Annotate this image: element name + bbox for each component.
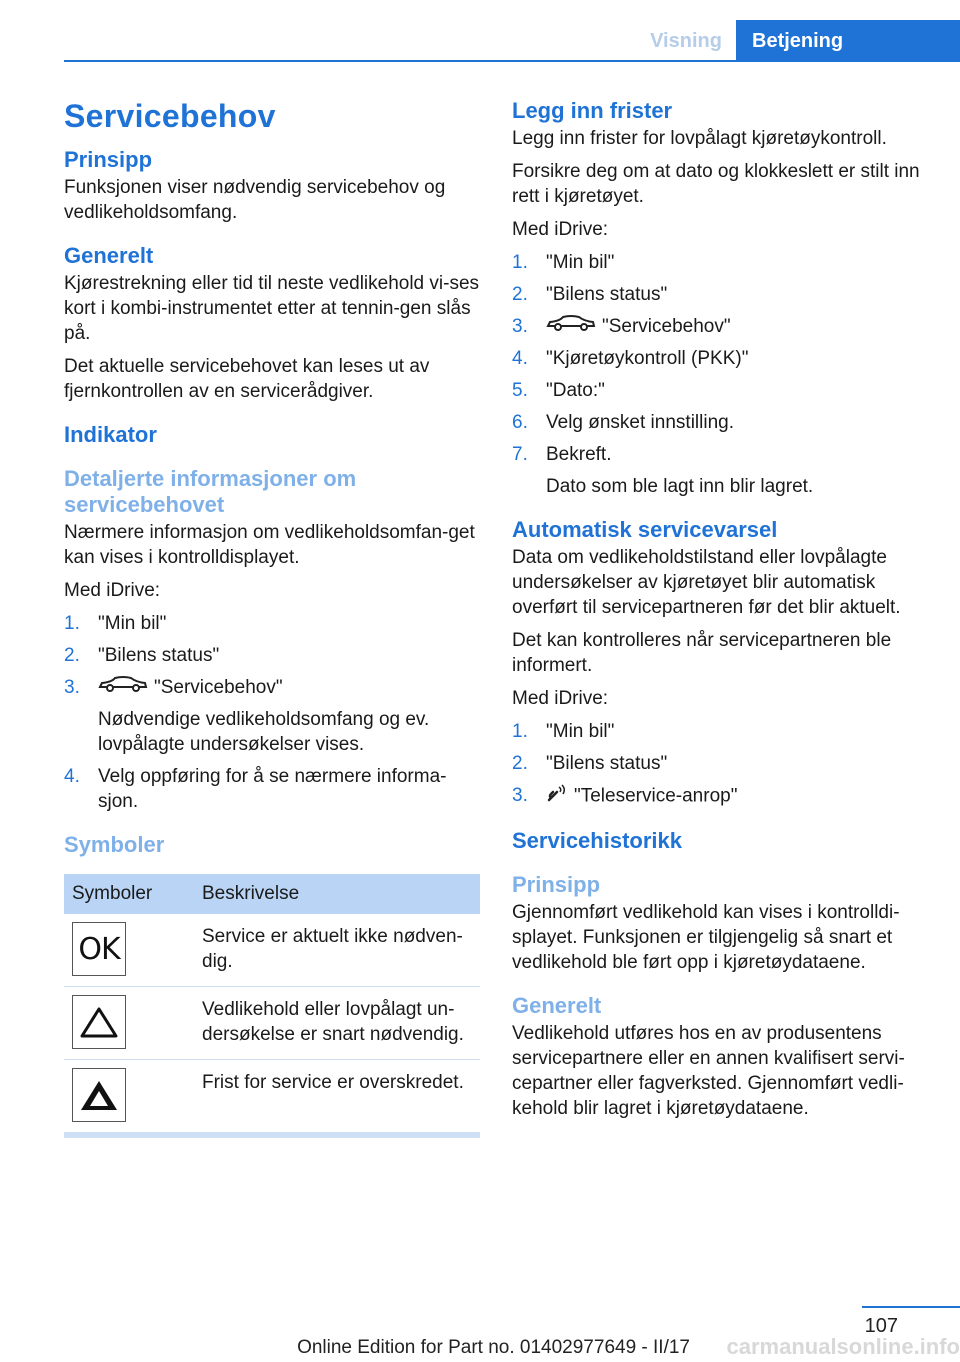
list-item: 1. "Min bil" <box>64 613 167 634</box>
heading-historikk-prinsipp: Prinsipp <box>512 872 601 898</box>
detaljer-text: Nærmere informasjon om vedlikeholdsomfan-get kan vises i kontrolldisplayet. <box>64 522 475 568</box>
heading-symboler: Symboler <box>64 832 165 858</box>
heading-automatisk: Automatisk servicevarsel <box>512 517 778 543</box>
page-title: Servicebehov <box>64 98 276 134</box>
idrive-label: Med iDrive: <box>512 688 609 710</box>
idrive-label: Med iDrive: <box>512 219 609 240</box>
tab-visning[interactable]: Visning <box>650 29 722 52</box>
warning-triangle-icon <box>72 995 126 1049</box>
list-item: 3. "Teleservice-anrop" <box>512 783 932 810</box>
symbol-table <box>64 874 480 1133</box>
list-item: 3. "Servicebehov" Nødvendige vedlikeholdsomfang og ev. lovpålagte undersøkelser vises. <box>64 677 430 756</box>
ok-icon: OK <box>72 922 126 976</box>
list-item: 2. "Bilens status" <box>512 753 668 775</box>
historikk-prinsipp-text: Gjennomført vedlikehold kan vises i kontrolldi-splayet. Funksjonen er tilgjengelig så snart et vedlikehold ble ført opp i kjøretøydataene. <box>512 902 900 974</box>
header-rule <box>64 60 960 62</box>
list-item: 1. "Min bil" <box>512 252 615 273</box>
list-item: 4. Velg oppføring for å se nærmere informa-sjon. <box>64 766 447 813</box>
frister-text-1: Legg inn frister for lovpålagt kjøretøykontroll. <box>512 128 887 149</box>
list-item: 7. Bekreft. Dato som ble lagt inn blir lagret. <box>512 444 814 498</box>
left-column <box>64 98 480 1138</box>
generelt-text-1: Kjørestrekning eller tid til neste vedlikehold vi-ses kort i kombi-instrumentet etter at tennin-gen slås på. <box>64 273 480 344</box>
list-item: 2. "Bilens status" <box>512 284 668 305</box>
heading-indikator: Indikator <box>64 422 157 447</box>
car-icon <box>98 675 148 700</box>
detaljer-steps <box>64 611 480 814</box>
list-item: 6. Velg ønsket innstilling. <box>512 412 734 434</box>
page-number: 107 <box>864 1315 898 1337</box>
chapter-tabs <box>636 20 960 62</box>
auto-text-1: Data om vedlikeholdstilstand eller lovpålagte undersøkelser av kjøretøyet blir automatisk overført til servicepartneren før det blir aktuelt. <box>512 547 901 619</box>
phone-service-icon <box>546 783 568 810</box>
list-item: 4. "Kjøretøykontroll (PKK)" <box>512 348 749 370</box>
table-row: OK Service er aktuelt ikke nødven-dig. <box>64 914 480 987</box>
list-item: 5. "Dato:" <box>512 380 605 402</box>
heading-historikk-generelt: Generelt <box>512 993 602 1019</box>
car-icon <box>546 314 596 339</box>
historikk-generelt-text: Vedlikehold utføres hos en av produsentens servicepartnere eller en annen kvalifisert servi-cepartner eller fagverksted. Gjennomført vedli-kehold blir lagret i kjøretøydataene. <box>512 1023 905 1120</box>
table-header-symboler: Symboler <box>64 874 194 914</box>
table-row: Vedlikehold eller lovpålagt un-dersøkelse er snart nødvendig. <box>64 987 480 1060</box>
table-bottom-bar <box>64 1133 480 1138</box>
heading-frister: Legg inn frister <box>512 98 673 123</box>
idrive-label: Med iDrive: <box>64 580 161 601</box>
list-item: 2. "Bilens status" <box>64 645 220 666</box>
list-item: 3. "Servicebehov" <box>512 314 932 339</box>
table-row: Frist for service er overskredet. <box>64 1060 480 1133</box>
frister-text-2: Forsikre deg om at dato og klokkeslett er stilt inn rett i kjøretøyet. <box>512 161 920 207</box>
auto-steps <box>512 719 932 810</box>
auto-text-2: Det kan kontrolleres når servicepartneren ble informert. <box>512 630 892 677</box>
heading-servicehistorikk: Servicehistorikk <box>512 828 682 854</box>
warning-triangle-filled-icon <box>72 1068 126 1122</box>
watermark: carmanualsonline.info <box>726 1334 960 1359</box>
right-column <box>512 98 932 1129</box>
heading-generelt: Generelt <box>64 243 154 268</box>
heading-prinsipp: Prinsipp <box>64 147 153 172</box>
list-item: 1. "Min bil" <box>512 721 615 743</box>
heading-detaljer: Detaljerte informasjoner om servicebehovet <box>64 466 357 517</box>
prinsipp-text: Funksjonen viser nødvendig servicebehov og vedlikeholdsomfang. <box>64 177 446 223</box>
frister-steps <box>512 250 932 499</box>
edition-text: Online Edition for Part no. 01402977649 - II/17 <box>297 1337 690 1358</box>
footer-rule <box>862 1306 960 1308</box>
table-header-beskrivelse: Beskrivelse <box>194 874 480 914</box>
tab-betjening[interactable]: Betjening <box>736 20 960 62</box>
generelt-text-2: Det aktuelle servicebehovet kan leses ut av fjernkontrollen av en servicerådgiver. <box>64 356 430 402</box>
